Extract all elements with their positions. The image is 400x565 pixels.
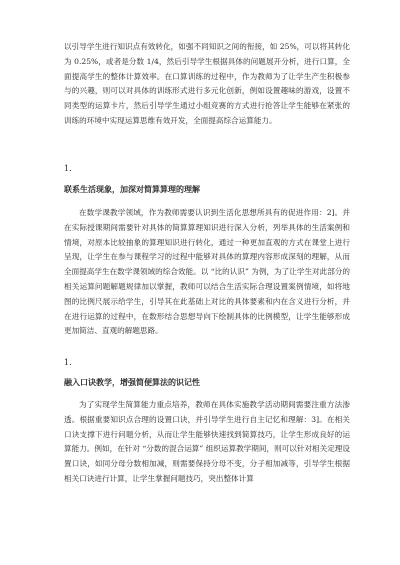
body-paragraph: 以引导学生进行知识点有效转化，如强不同知识之间的衔接，如 25%，可以将其转化为 0.25%，或者是分数 1/4，然后引导学生根据具体的问题展开分析，进行口算，全面提高学生的整体计算效率。在口算训练的过程中，作为教师为了让学生产生积极参与的兴趣，则可以对具体的训练形式进行多元化创新，例如设置趣味的游戏，设置不同类型的运算卡片，然后引导学生通过小组竞赛的方式进行抢答让学生能够在紧张的训练的环境中实现运算思维有效开发，全面提高综合运算能力。 — [64, 42, 350, 125]
section-heading: 融入口诀教学，增强简便算法的识记性 — [64, 377, 200, 387]
section-heading: 联系生活现象，加深对简算算理的理解 — [64, 184, 200, 194]
body-paragraph: 在数学课教学领域，作为教师需要认识到生活化思想所具有的促进作用：2]。并在实际授课期间需要针对具体的简算算理知识进行深入分析，列举具体的生活案例和情境，对原本比较抽象的算理知识进行转化，通过一种更加直观的方式在课堂上进行呈现，让学生在参与课程学习的过程中能够对具体的算理内容形成深刻的理解，从而全面提高学生在数学课领域的综合效能。以 “比的认识” 为例，为了让学生对此部分的相关运算问题解题规律加以掌握，教师可以结合生活实际合理设置案例情境，如将地图的比例尺展示给学生，引导其在此基础上对比的具体要素和内在含义进行分析，并在进行运算的过程中，在数形结合思想导向下绘制具体的比例模型，让学生能够形成更加简洁、直观的解题思路。 — [64, 208, 350, 336]
body-paragraph: 为了实现学生简算能力重点培养，教师在具体实施教学活动期间需要注重方法渗透。根据重要知识点合理的设置口诀，并引导学生进行自主记忆和理解：3]。在相关口诀支撑下进行问题分析，从而让学生能够快速找到简算技巧，让学生形成良好的运算能力。例如，在针对 “分数的混合运算” 组织运算教学期间，则可以针对相关定理设置口诀，如同分母分数相加减，则需要保持分母不变，分子相加减等，引导学生根据相关口诀进行计算，让学生掌握问题技巧，突出整体计算 — [64, 400, 350, 483]
section-number: 1. — [64, 358, 72, 367]
section-number: 1. — [64, 164, 72, 173]
